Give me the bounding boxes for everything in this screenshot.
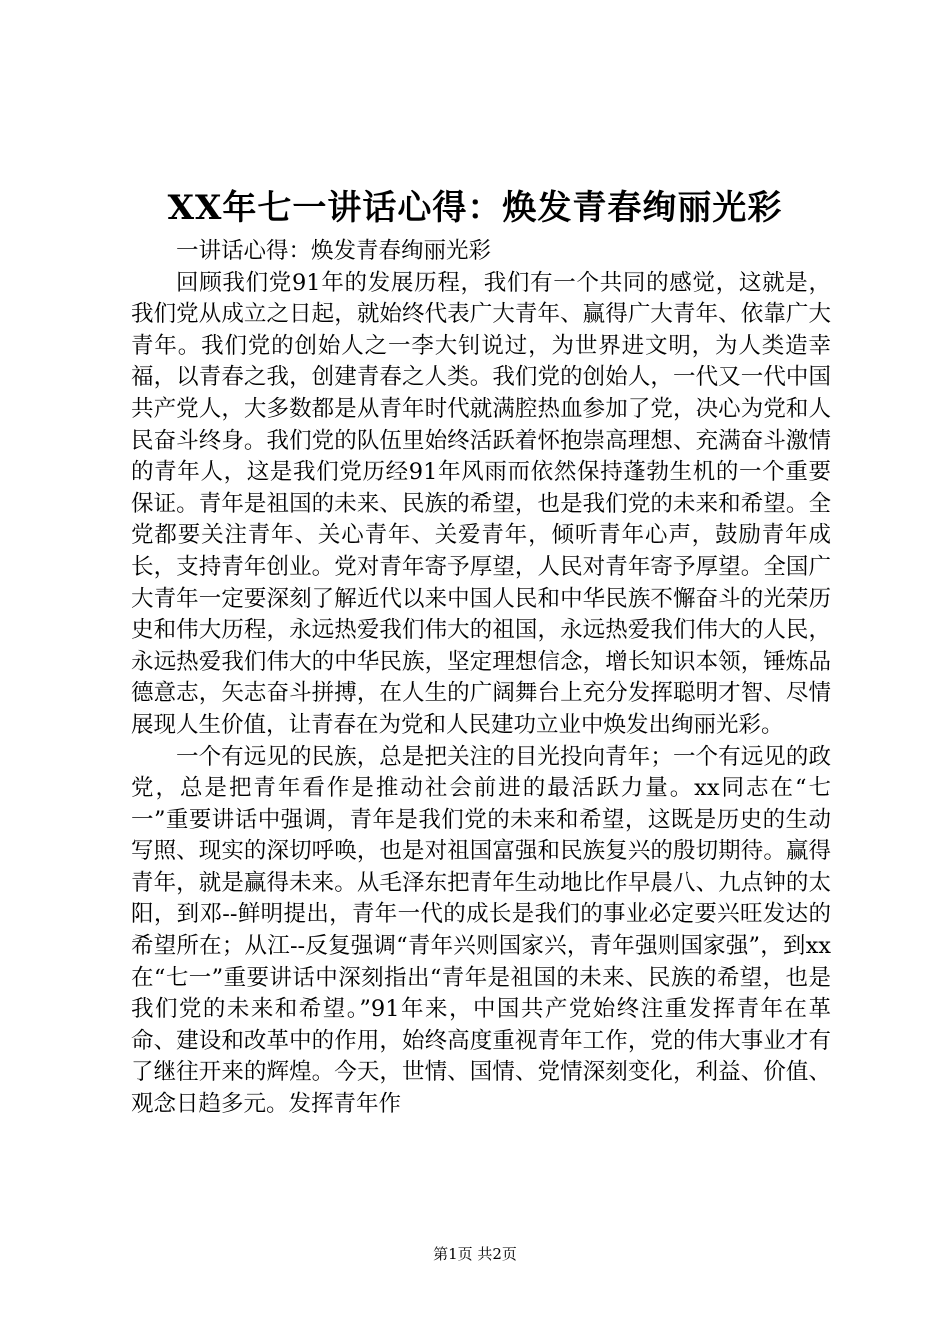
paragraph: 一个有远见的民族，总是把关注的目光投向青年；一个有远见的政党，总是把青年看作是推动社会前进的最活跃力量。xx同志在“七一”重要讲话中强调，青年是我们党的未来和希望，这既是历史的生动写照、现实的深切呼唤，也是对祖国富强和民族复兴的殷切期待。赢得青年，就是赢得未来。从毛泽东把青年生动地比作早晨八、九点钟的太阳，到邓--鲜明提出，青年一代的成长是我们的事业必定要兴旺发达的希望所在；从江--反复强调“青年兴则国家兴，青年强则国家强”，到xx在“七一”重要讲话中深刻指出“青年是祖国的未来、民族的希望，也是我们党的未来和希望。”91年来，中国共产党始终注重发挥青年在革命、建设和改革中的作用，始终高度重视青年工作，党的伟大事业才有了继往开来的辉煌。今天，世情、国情、党情深刻变化，利益、价值、观念日趋多元。发挥青年作	[131, 743, 831, 1118]
page-footer: 第1页 共2页	[433, 1245, 517, 1263]
paragraph: 回顾我们党91年的发展历程，我们有一个共同的感觉，这就是，我们党从成立之日起，就始终代表广大青年、赢得广大青年、依靠广大青年。我们党的创始人之一李大钊说过，为世界进文明，为人类造幸福，以青春之我，创建青春之人类。我们党的创始人，一代又一代中国共产党人，大多数都是从青年时代就满腔热血参加了党，决心为党和人民奋斗终身。我们党的队伍里始终活跃着怀抱崇高理想、充满奋斗激情的青年人，这是我们党历经91年风雨而依然保持蓬勃生机的一个重要保证。青年是祖国的未来、民族的希望，也是我们党的未来和希望。全党都要关注青年、关心青年、关爱青年，倾听青年心声，鼓励青年成长，支持青年创业。党对青年寄予厚望，人民对青年寄予厚望。全国广大青年一定要深刻了解近代以来中国人民和中华民族不懈奋斗的光荣历史和伟大历程，永远热爱我们伟大的祖国，永远热爱我们伟大的人民，永远热爱我们伟大的中华民族，坚定理想信念，增长知识本领，锤炼品德意志，矢志奋斗拼搏，在人生的广阔舞台上充分发挥聪明才智、尽情展现人生价值，让青春在为党和人民建功立业中焕发出绚丽光彩。	[131, 269, 831, 738]
document-body	[131, 236, 831, 1121]
paragraph-subtitle: 一讲话心得：焕发青春绚丽光彩	[176, 238, 492, 264]
document-title: XX年七一讲话心得：焕发青春绚丽光彩	[167, 188, 783, 228]
